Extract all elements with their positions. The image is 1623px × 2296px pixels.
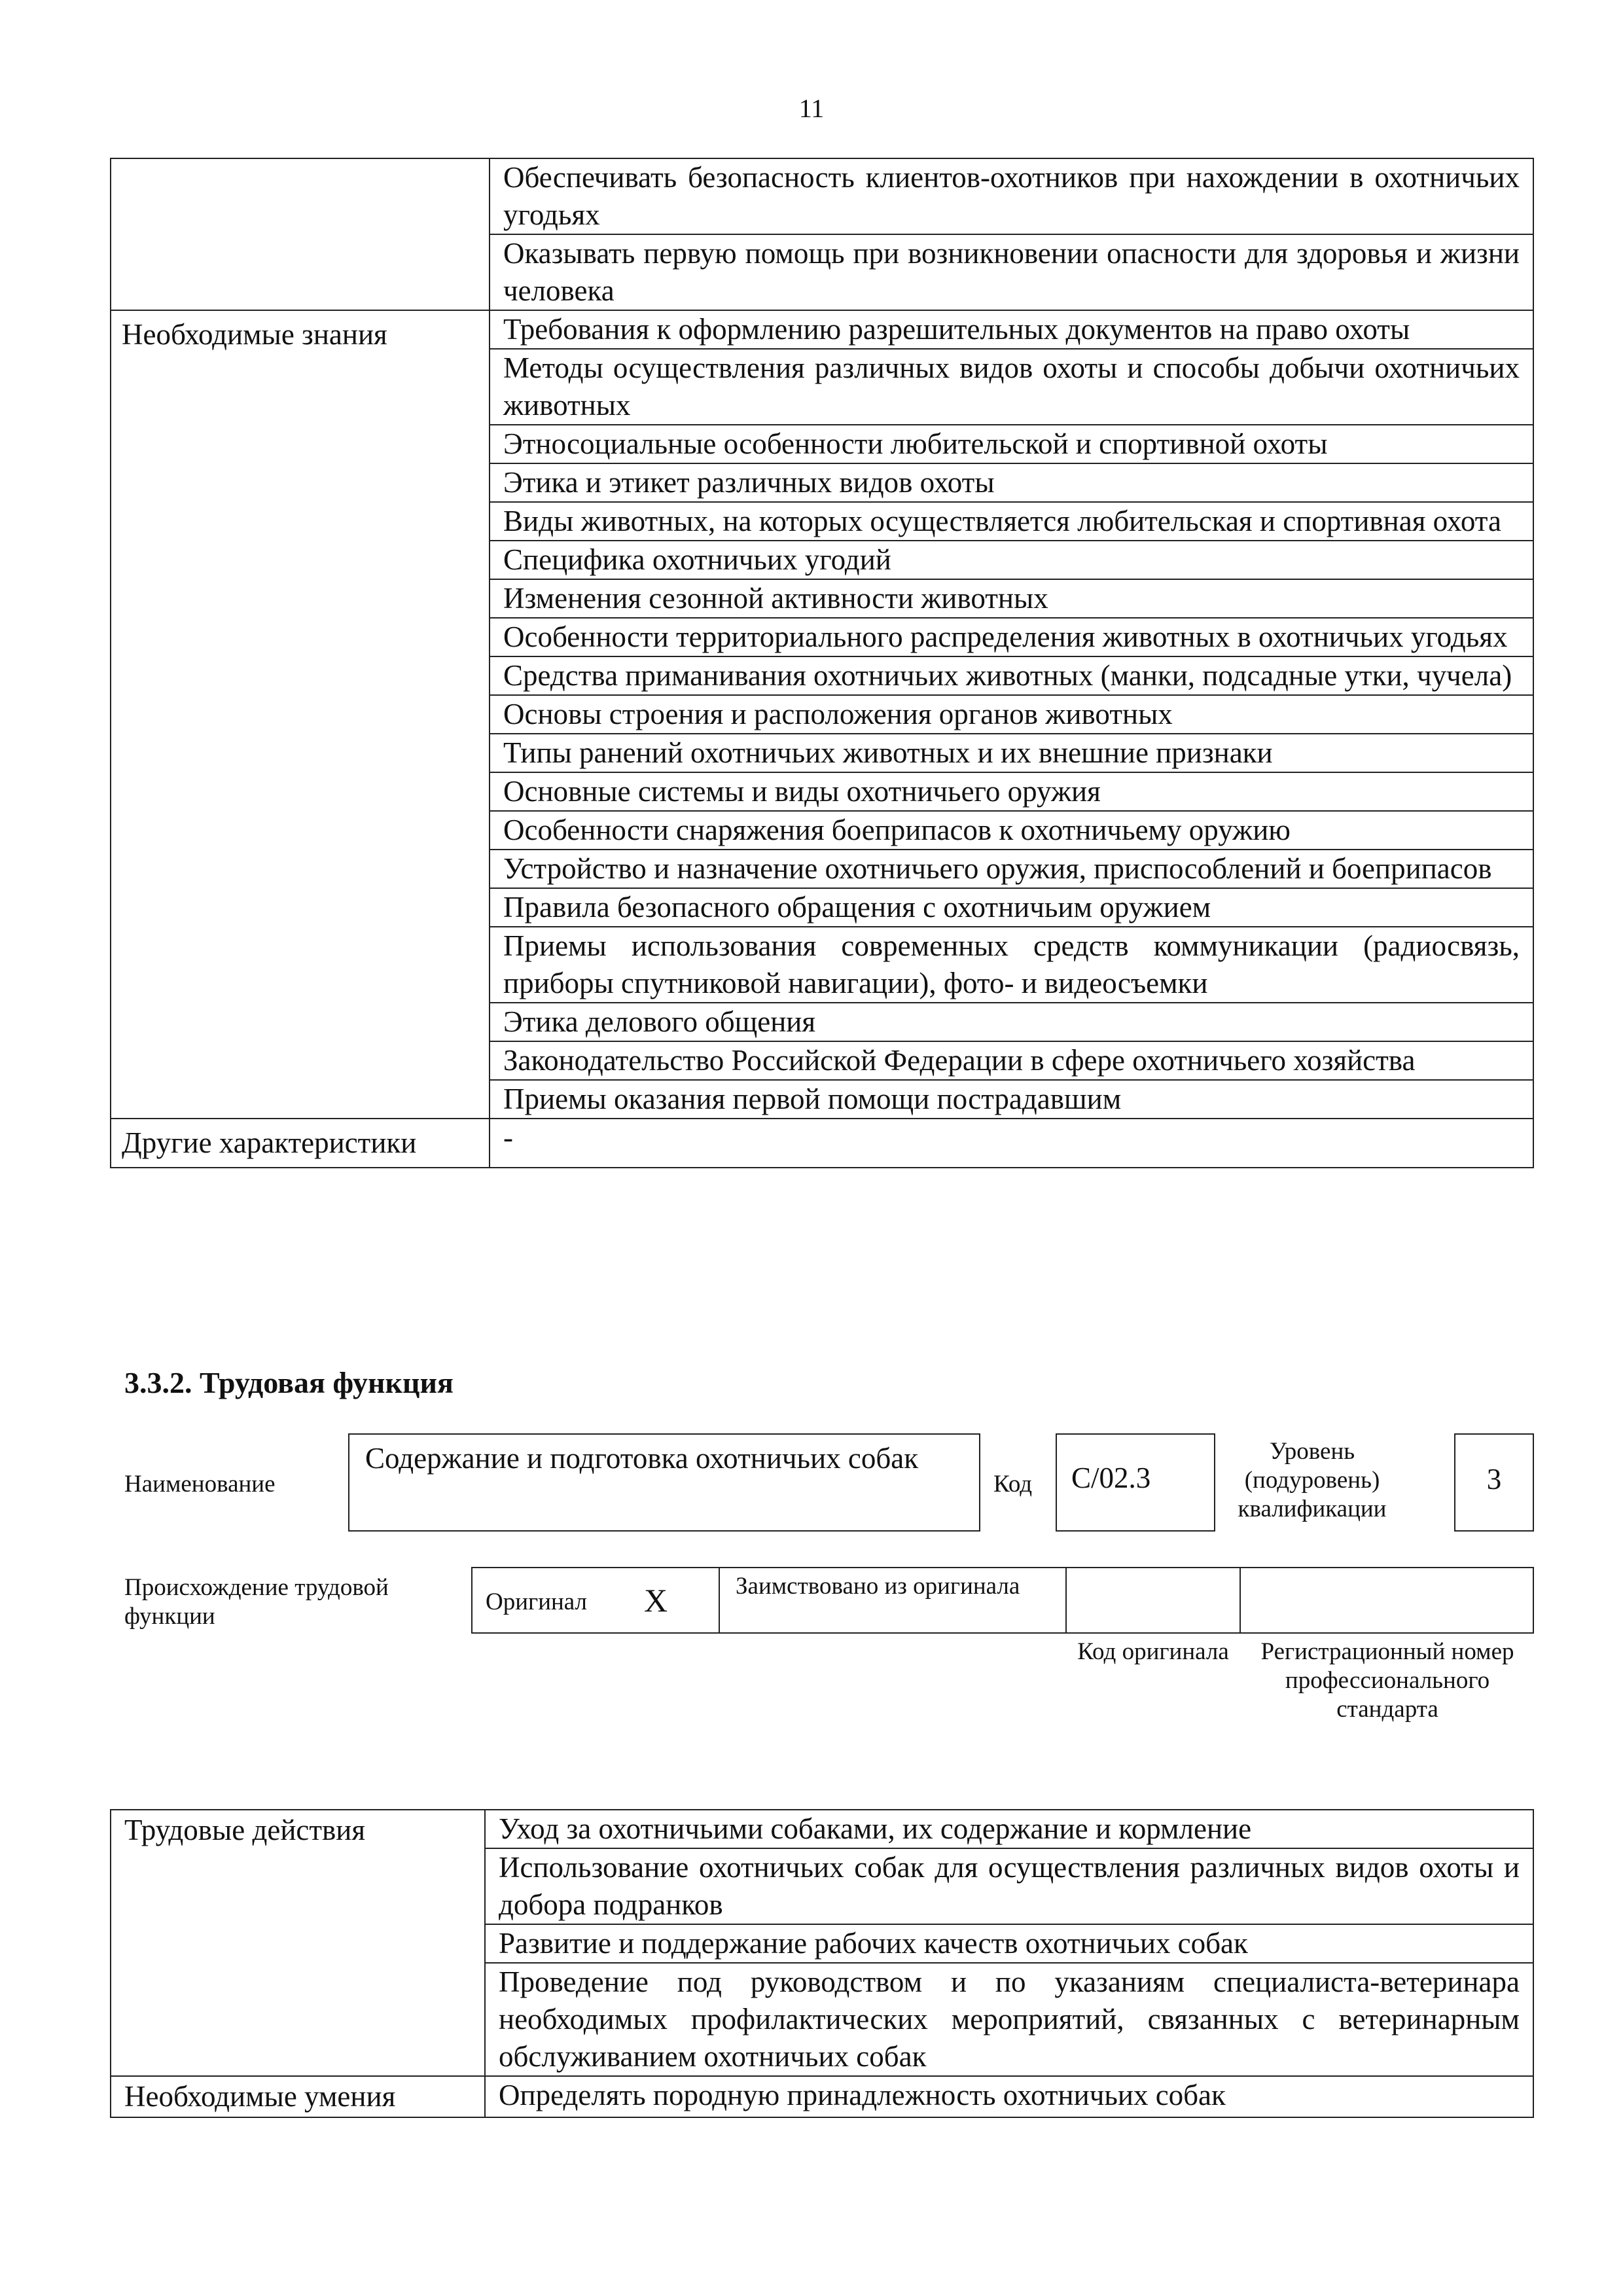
- row-label: Необходимые знания: [111, 310, 490, 1119]
- borrowed-cell: Заимствовано из оригинала: [719, 1567, 1067, 1634]
- level-value: 3: [1454, 1433, 1534, 1532]
- original-cell: [471, 1567, 720, 1634]
- row-item: Оказывать первую помощь при возникновении опасности для здоровья и жизни человека: [490, 234, 1533, 310]
- row-item: Требования к оформлению разрешительных документов на право охоты: [490, 310, 1533, 349]
- original-mark: X: [644, 1582, 668, 1619]
- row-item: Средства приманивания охотничьих животных (манки, подсадные утки, чучела): [490, 656, 1533, 695]
- row-item: Основные системы и виды охотничьего оружия: [490, 772, 1533, 811]
- row-item: Уход за охотничьими собаками, их содержание и кормление: [485, 1810, 1533, 1848]
- row-item: Особенности снаряжения боеприпасов к охотничьему оружию: [490, 811, 1533, 850]
- row-item: Изменения сезонной активности животных: [490, 579, 1533, 618]
- registration-number-cell: [1240, 1567, 1534, 1634]
- row-item: Методы осуществления различных видов охоты и способы добычи охотничьих животных: [490, 349, 1533, 425]
- requirements-table: [110, 158, 1534, 1168]
- actions-table: [110, 1809, 1534, 2118]
- page-number: 11: [798, 94, 825, 123]
- row-item: Специфика охотничьих угодий: [490, 541, 1533, 579]
- row-item: Этносоциальные особенности любительской и спортивной охоты: [490, 425, 1533, 463]
- row-item: Правила безопасного обращения с охотничьим оружием: [490, 888, 1533, 927]
- original-label: Оригинал: [486, 1588, 588, 1615]
- row-item: Законодательство Российской Федерации в сфере охотничьего хозяйства: [490, 1041, 1533, 1080]
- section-title: 3.3.2. Трудовая функция: [124, 1366, 454, 1399]
- row-item: -: [490, 1119, 1533, 1168]
- row-label: Другие характеристики: [111, 1119, 490, 1168]
- row-label: Трудовые действия: [111, 1810, 485, 2076]
- table-row: [111, 1810, 1533, 1848]
- row-item: Основы строения и расположения органов животных: [490, 695, 1533, 734]
- row-item: Этика делового общения: [490, 1003, 1533, 1041]
- table-row: [111, 2076, 1533, 2117]
- row-item: Приемы использования современных средств коммуникации (радиосвязь, приборы спутниковой навигации), фото- и видеосъемки: [490, 927, 1533, 1003]
- row-label: Необходимые умения: [111, 2076, 485, 2117]
- row-label: [111, 158, 490, 310]
- name-value: Содержание и подготовка охотничьих собак: [348, 1433, 980, 1532]
- row-item: Обеспечивать безопасность клиентов-охотников при нахождении в охотничьих угодьях: [490, 158, 1533, 234]
- row-item: Развитие и поддержание рабочих качеств охотничьих собак: [485, 1924, 1533, 1963]
- code-caption: Код оригинала: [1077, 1638, 1229, 1665]
- row-item: Устройство и назначение охотничьего оружия, приспособлений и боеприпасов: [490, 850, 1533, 888]
- original-code-cell: [1065, 1567, 1241, 1634]
- code-value: C/02.3: [1056, 1433, 1215, 1532]
- table-row: [111, 1119, 1533, 1168]
- table-row: [111, 310, 1533, 349]
- code-label: Код: [993, 1471, 1033, 1498]
- level-label: Уровень (подуровень) квалификации: [1238, 1438, 1387, 1522]
- row-item: Типы ранений охотничьих животных и их внешние признаки: [490, 734, 1533, 772]
- row-item: Приемы оказания первой помощи пострадавшим: [490, 1080, 1533, 1119]
- row-item: Этика и этикет различных видов охоты: [490, 463, 1533, 502]
- row-item: Проведение под руководством и по указаниям специалиста-ветеринара необходимых профилактических мероприятий, связанных с ветеринарным обслуживанием охотничьих собак: [485, 1963, 1533, 2076]
- row-item: Виды животных, на которых осуществляется любительская и спортивная охота: [490, 502, 1533, 541]
- name-label: Наименование: [124, 1471, 276, 1498]
- reg-caption: Регистрационный номер профессионального стандарта: [1260, 1638, 1514, 1723]
- row-item: Особенности территориального распределения животных в охотничьих угодьях: [490, 618, 1533, 656]
- row-item: Использование охотничьих собак для осуществления различных видов охоты и добора подранков: [485, 1848, 1533, 1924]
- origin-label: Происхождение трудовой функции: [124, 1574, 389, 1630]
- table-row: [111, 158, 1533, 234]
- row-item: Определять породную принадлежность охотничьих собак: [485, 2076, 1533, 2117]
